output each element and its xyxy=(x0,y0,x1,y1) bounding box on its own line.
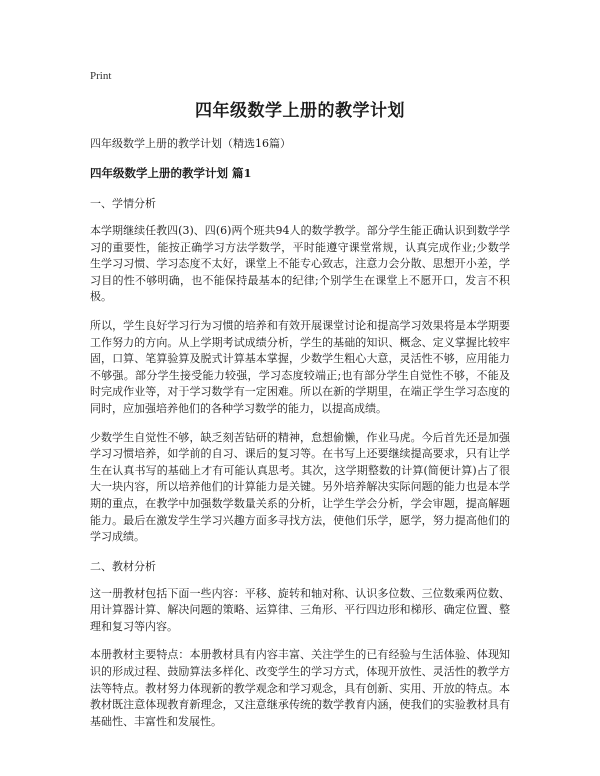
print-link[interactable]: Print xyxy=(90,70,112,82)
paragraph: 所以，学生良好学习行为习惯的培养和有效开展课堂讨论和提高学习效果将是本学期要工作努力的方向。从上学期考试成绩分析，学生的基础的知识、概念、定义掌握比较牢固，口算、笔算验算及脱式计算基本掌握，少数学生粗心大意，灵活性不够，应用能力不够强。部分学生接受能力较强，学习态度较端正;也有部分学生自觉性不够，不能及时完成作业等，对于学习数学有一定困难。所以在新的学期里，在端正学生学习态度的同时，应加强培养他们的各种学习数学的能力，以提高成绩。 xyxy=(90,318,510,415)
heading-textbook-analysis: 二、教材分析 xyxy=(90,559,156,573)
paragraph: 少数学生自觉性不够，缺乏刻苦钻研的精神，怠想偷懒，作业马虎。今后首先还是加强学习习惯培养，如学前的自习、课后的复习等。在书写上还要继续提高要求，只有让学生在认真书写的基础上才有可能认真思考。其次，这学期整数的计算(简便计算)占了很大一块内容，所以培养他们的计算能力是关键。另外培养解决实际问题的能力也是本学期的重点，在教学中加强数学数量关系的分析，让学生学会分析，学会审题，提高解题能力。最后在激发学生学习兴趣方面多寻找方法，使他们乐学，愿学，努力提高他们的学习成绩。 xyxy=(90,430,510,544)
paragraph: 本学期继续任教四(3)、四(6)两个班共94人的数学教学。部分学生能正确认识到数学学习的重要性，能按正确学习方法学数学，平时能遵守课堂常规，认真完成作业;少数学生学习习惯、学习态度不太好，课堂上不能专心致志，注意力会分散、思想开小差，学习目的性不够明确，也不能保持最基本的纪律;个别学生在课堂上不愿开口，发言不积极。 xyxy=(90,224,510,304)
document-title: 四年级数学上册的教学计划 xyxy=(195,101,405,121)
heading-learning-analysis: 一、学情分析 xyxy=(90,197,156,210)
paragraph: 本册教材主要特点：本册教材具有内容丰富、关注学生的已有经验与生活体验、体现知识的形成过程、鼓励算法多样化、改变学生的学习方式，体现开放性、灵活性的教学方法等特点。教材努力体现新的教学观念和学习观念，具有创新、实用、开放的特点。本教材既注意体现教育新理念，又注意继承传统的数学教育内涵，使我们的实验教材具有基础性、丰富性和发展性。 xyxy=(90,648,510,728)
paragraph: 这一册教材包括下面一些内容：平移、旋转和轴对称、认识多位数、三位数乘两位数、用计算器计算、解决问题的策略、运算律、三角形、平行四边形和梯形、确定位置、整理和复习等内容。 xyxy=(90,586,510,633)
document-subtitle: 四年级数学上册的教学计划（精选16篇） xyxy=(90,137,291,150)
section-title: 四年级数学上册的教学计划 篇1 xyxy=(90,166,252,180)
